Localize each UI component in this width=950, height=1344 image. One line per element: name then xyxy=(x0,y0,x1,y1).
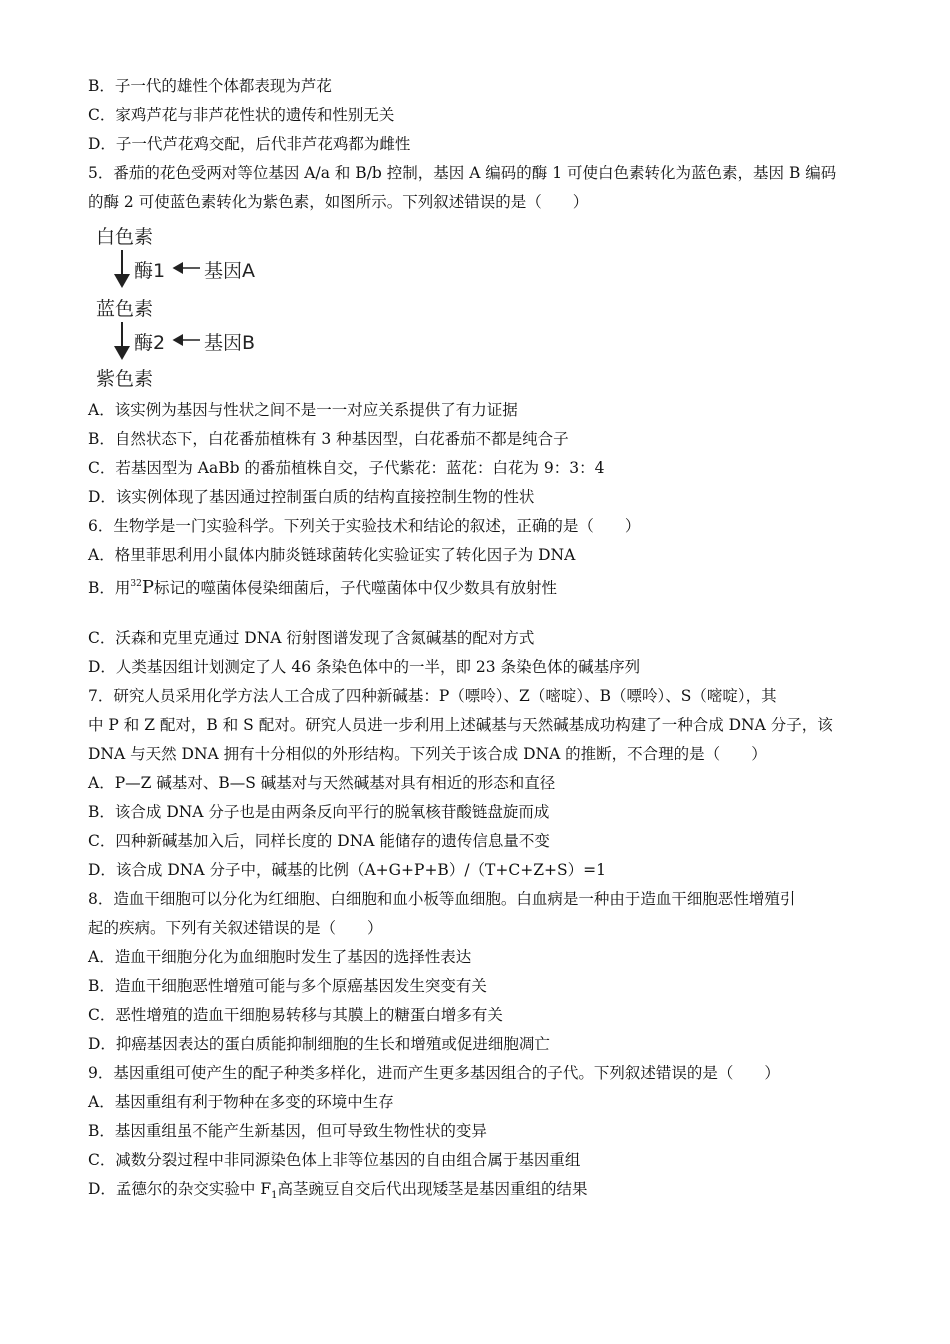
q6-option-a: A．格里菲思利用小鼠体内肺炎链球菌转化实验证实了转化因子为 DNA xyxy=(88,546,576,564)
q8-option-c: C．恶性增殖的造血干细胞易转移与其膜上的糖蛋白增多有关 xyxy=(88,1006,503,1024)
purple-pigment-label: 紫色素 xyxy=(96,368,154,390)
q9-option-d xyxy=(88,1179,878,1206)
q7-option-d: D．该合成 DNA 分子中，碱基的比例（A+G+P+B）/（T+C+Z+S）=1 xyxy=(88,861,606,879)
pigment-pathway-diagram xyxy=(94,222,294,392)
q7-stem-line-2: 中 P 和 Z 配对，B 和 S 配对。研究人员进一步利用上述碱基与天然碱基成功构建了一种合成 DNA 分子，该 xyxy=(88,716,833,734)
q9-option-c: C．减数分裂过程中非同源染色体上非等位基因的自由组合属于基因重组 xyxy=(88,1151,581,1169)
q8-option-d: D．抑癌基因表达的蛋白质能抑制细胞的生长和增殖或促进细胞凋亡 xyxy=(88,1035,550,1053)
q5-stem-line-2: 的酶 2 可使蓝色素转化为紫色素，如图所示。下列叙述错误的是（ ） xyxy=(88,193,589,211)
q6-option-b xyxy=(88,578,878,601)
q9-option-b: B．基因重组虽不能产生新基因，但可导致生物性状的变异 xyxy=(88,1122,487,1140)
q6-stem: 6．生物学是一门实验科学。下列关于实验技术和结论的叙述，正确的是（ ） xyxy=(88,517,641,535)
enzyme1-label: 酶1 xyxy=(134,260,166,282)
white-pigment-label: 白色素 xyxy=(96,226,154,248)
q8-option-a: A．造血干细胞分化为血细胞时发生了基因的选择性表达 xyxy=(88,948,472,966)
blue-pigment-label: 蓝色素 xyxy=(96,298,154,320)
q5-option-a: A．该实例为基因与性状之间不是一一对应关系提供了有力证据 xyxy=(88,401,518,419)
enzyme2-label: 酶2 xyxy=(134,332,166,354)
q7-option-c: C．四种新碱基加入后，同样长度的 DNA 能储存的遗传信息量不变 xyxy=(88,832,550,850)
q5-option-c: C．若基因型为 AaBb 的番茄植株自交，子代紫花：蓝花：白花为 9：3：4 xyxy=(88,459,605,477)
q7-stem-line-1: 7．研究人员采用化学方法人工合成了四种新碱基：P（嘌呤）、Z（嘧啶）、B（嘌呤）、S（嘧啶），其 xyxy=(88,687,777,705)
q7-option-a: A．P—Z 碱基对、B—S 碱基对与天然碱基对具有相近的形态和直径 xyxy=(88,774,556,792)
geneB-label: 基因B xyxy=(204,332,256,354)
q7-option-b: B．该合成 DNA 分子也是由两条反向平行的脱氧核苷酸链盘旋而成 xyxy=(88,803,550,821)
q8-stem-line-2: 起的疾病。下列有关叙述错误的是（ ） xyxy=(88,919,383,937)
q9d-subscript: 1 xyxy=(271,1190,278,1202)
q7-stem-line-3: DNA 与天然 DNA 拥有十分相似的外形结构。下列关于该合成 DNA 的推断，不合理的是（ ） xyxy=(88,745,767,763)
q6b-isotope-mass: 32 xyxy=(130,579,142,589)
q4-option-c: C．家鸡芦花与非芦花性状的遗传和性别无关 xyxy=(88,106,395,124)
q6b-suffix: 标记的噬菌体侵染细菌后，子代噬菌体中仅少数具有放射性 xyxy=(153,579,557,597)
q9d-prefix: D．孟德尔的杂交实验中 F xyxy=(88,1180,272,1198)
q4-option-b: B．子一代的雄性个体都表现为芦花 xyxy=(88,77,332,95)
q9-option-a: A．基因重组有利于物种在多变的环境中生存 xyxy=(88,1093,394,1111)
q5-stem-line-1: 5．番茄的花色受两对等位基因 A/a 和 B/b 控制，基因 A 编码的酶 1 可使白色素转化为蓝色素，基因 B 编码 xyxy=(88,164,837,182)
q9-stem: 9．基因重组可使产生的配子种类多样化，进而产生更多基因组合的子代。下列叙述错误的是（ ） xyxy=(88,1064,780,1082)
geneA-label: 基因A xyxy=(204,260,255,282)
q6-option-d: D．人类基因组计划测定了人 46 条染色体中的一半，即 23 条染色体的碱基序列 xyxy=(88,658,641,676)
q9d-suffix: 高茎豌豆自交后代出现矮茎是基因重组的结果 xyxy=(277,1180,588,1198)
q6b-isotope-symbol: P xyxy=(141,577,154,598)
q6b-prefix: B．用 xyxy=(88,579,131,597)
q8-stem-line-1: 8．造血干细胞可以分化为红细胞、白细胞和血小板等血细胞。白血病是一种由于造血干细胞恶性增殖引 xyxy=(88,890,796,908)
q6-option-c: C．沃森和克里克通过 DNA 衍射图谱发现了含氮碱基的配对方式 xyxy=(88,629,535,647)
q5-option-d: D．该实例体现了基因通过控制蛋白质的结构直接控制生物的性状 xyxy=(88,488,535,506)
q8-option-b: B．造血干细胞恶性增殖可能与多个原癌基因发生突变有关 xyxy=(88,977,487,995)
q5-option-b: B．自然状态下，白花番茄植株有 3 种基因型，白花番茄不都是纯合子 xyxy=(88,430,569,448)
q4-option-d: D．子一代芦花鸡交配，后代非芦花鸡都为雌性 xyxy=(88,135,411,153)
